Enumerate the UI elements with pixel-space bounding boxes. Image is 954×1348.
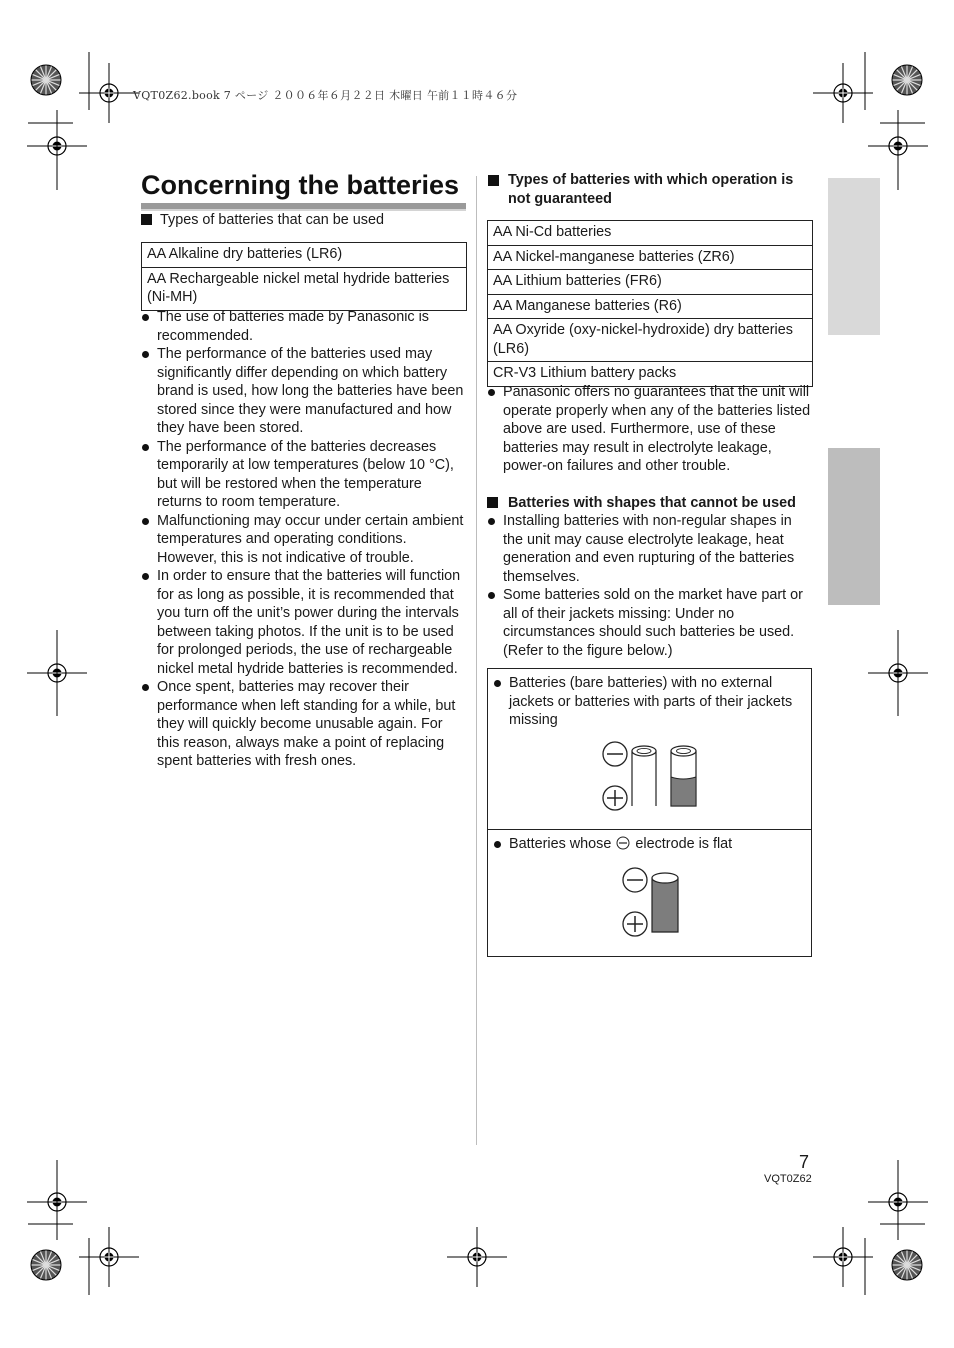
table-row	[488, 319, 813, 362]
list-item-text: The performance of the batteries used may significantly differ depending on which battery brand is used, how long the batteries have been stored since they were manufactured and how they have been stored.	[157, 346, 464, 436]
bare-batteries-illustration	[598, 739, 703, 814]
registration-target-icon	[447, 1227, 507, 1287]
usable-heading-text: Types of batteries that can be used	[160, 212, 384, 228]
minus-terminal-icon	[603, 742, 627, 766]
color-wheel-icon	[892, 65, 922, 95]
table-cell: AA Nickel-manganese batteries (ZR6)	[488, 245, 813, 270]
list-item	[487, 512, 812, 586]
not-guaranteed-heading-text: Types of batteries with which operation is not guaranteed	[508, 172, 794, 207]
table-row	[488, 294, 813, 319]
table-row	[142, 243, 467, 268]
color-wheel-icon	[892, 1250, 922, 1280]
print-header: VQT0Z62.book 7 ページ ２００６年６月２２日 木曜日 午前１１時４６分	[133, 89, 518, 102]
side-tab-lower	[828, 448, 880, 605]
list-item-text: Once spent, batteries may recover their performance when left standing for a while, but they will quickly become unusable again. For this reason, always make a point of replacing spent batteries with fresh ones.	[157, 679, 456, 769]
table-row	[488, 221, 813, 246]
table-cell: AA Alkaline dry batteries (LR6)	[142, 243, 467, 268]
square-bullet-icon	[488, 175, 499, 186]
shapes-list	[487, 512, 812, 660]
usable-heading	[141, 211, 384, 230]
list-item	[487, 383, 812, 476]
list-item-text: Batteries (bare batteries) with no external jackets or batteries with parts of their jackets missing	[509, 675, 793, 728]
round-bullet-icon	[142, 684, 149, 691]
minus-terminal-icon	[616, 836, 630, 850]
plus-terminal-icon	[623, 912, 647, 936]
table-cell: CR-V3 Lithium battery packs	[488, 362, 813, 387]
registration-target-icon	[79, 1227, 139, 1287]
list-item-text: Some batteries sold on the market have part or all of their jackets missing: Under no circumstances should such batteries be used. (Refer to the figure below.)	[503, 587, 803, 659]
battery-icon	[632, 746, 656, 806]
table-cell: AA Lithium batteries (FR6)	[488, 270, 813, 295]
table-cell: AA Manganese batteries (R6)	[488, 294, 813, 319]
list-item	[141, 567, 467, 678]
bare-batteries-caption	[493, 674, 803, 730]
table-row	[488, 245, 813, 270]
square-bullet-icon	[141, 214, 152, 225]
list-item	[141, 678, 467, 771]
side-tab-upper	[828, 178, 880, 335]
table-cell: AA Rechargeable nickel metal hydride batteries (Ni-MH)	[142, 267, 467, 310]
battery-notes-list	[141, 308, 467, 771]
round-bullet-icon	[488, 518, 495, 525]
list-item-text: Installing batteries with non-regular shapes in the unit may cause electrolyte leakage, heat generation and even rupturing of the batteries themselves.	[503, 513, 795, 585]
round-bullet-icon	[142, 351, 149, 358]
column-divider	[476, 176, 477, 1145]
color-wheel-icon	[31, 65, 61, 95]
list-item	[487, 586, 812, 660]
model-code: VQT0Z62	[764, 1173, 812, 1185]
list-item-text: Panasonic offers no guarantees that the unit will operate properly when any of the batteries listed above are used. Furthermore, use of these batteries may result in electrolyte leakage, power-on failures and other trouble.	[503, 384, 811, 474]
table-row	[142, 267, 467, 310]
color-wheel-icon	[31, 1250, 61, 1280]
list-item	[141, 438, 467, 512]
list-item-text: The performance of the batteries decreases temporarily at low temperatures (below 10 °C), but will be restored when the temperature returns to room temperature.	[157, 438, 454, 510]
usable-batteries-table	[141, 242, 467, 311]
round-bullet-icon	[142, 444, 149, 451]
flat-electrode-figure	[487, 829, 812, 957]
list-item	[493, 674, 803, 730]
round-bullet-icon	[494, 680, 501, 687]
not-guaranteed-heading	[487, 171, 812, 208]
flat-electrode-illustration	[618, 866, 683, 941]
table-cell: AA Ni-Cd batteries	[488, 221, 813, 246]
shapes-heading	[487, 494, 796, 513]
round-bullet-icon	[142, 518, 149, 525]
table-row	[488, 270, 813, 295]
flat-electrode-text-prefix: Batteries whose	[509, 836, 612, 852]
table-cell: AA Oxyride (oxy-nickel-hydroxide) dry batteries (LR6)	[488, 319, 813, 362]
round-bullet-icon	[488, 389, 495, 396]
registration-target-icon	[79, 63, 139, 123]
list-item	[141, 512, 467, 568]
plus-terminal-icon	[603, 786, 627, 810]
round-bullet-icon	[142, 314, 149, 321]
bare-batteries-figure	[487, 668, 812, 830]
list-item	[141, 345, 467, 438]
battery-icon	[671, 746, 696, 806]
battery-icon	[652, 873, 678, 932]
flat-electrode-caption	[493, 835, 819, 854]
registration-target-icon	[813, 1227, 873, 1287]
page-number: 7	[799, 1152, 810, 1172]
page-title: Concerning the batteries	[141, 170, 460, 200]
not-guaranteed-note	[487, 383, 812, 476]
list-item-text: Malfunctioning may occur under certain ambient temperatures and operating conditions. However, this is not indicative of trouble.	[157, 512, 464, 566]
flat-electrode-text-suffix: electrode is flat	[635, 836, 733, 852]
list-item-text: In order to ensure that the batteries will function for as long as possible, it is recommended that you turn off the unit’s power during the intervals between taking photos. If the unit is to be used for prolonged periods, the use of rechargeable nickel metal hydride batteries is recommended.	[157, 568, 461, 677]
list-item-text: The use of batteries made by Panasonic is recommended.	[157, 309, 429, 344]
round-bullet-icon	[494, 841, 501, 848]
round-bullet-icon	[142, 573, 149, 580]
round-bullet-icon	[488, 592, 495, 599]
not-guaranteed-table	[487, 220, 813, 387]
square-bullet-icon	[487, 497, 498, 508]
shapes-heading-text: Batteries with shapes that cannot be used	[508, 495, 796, 511]
registration-target-icon	[813, 63, 873, 123]
list-item	[141, 308, 467, 345]
minus-terminal-icon	[623, 868, 647, 892]
